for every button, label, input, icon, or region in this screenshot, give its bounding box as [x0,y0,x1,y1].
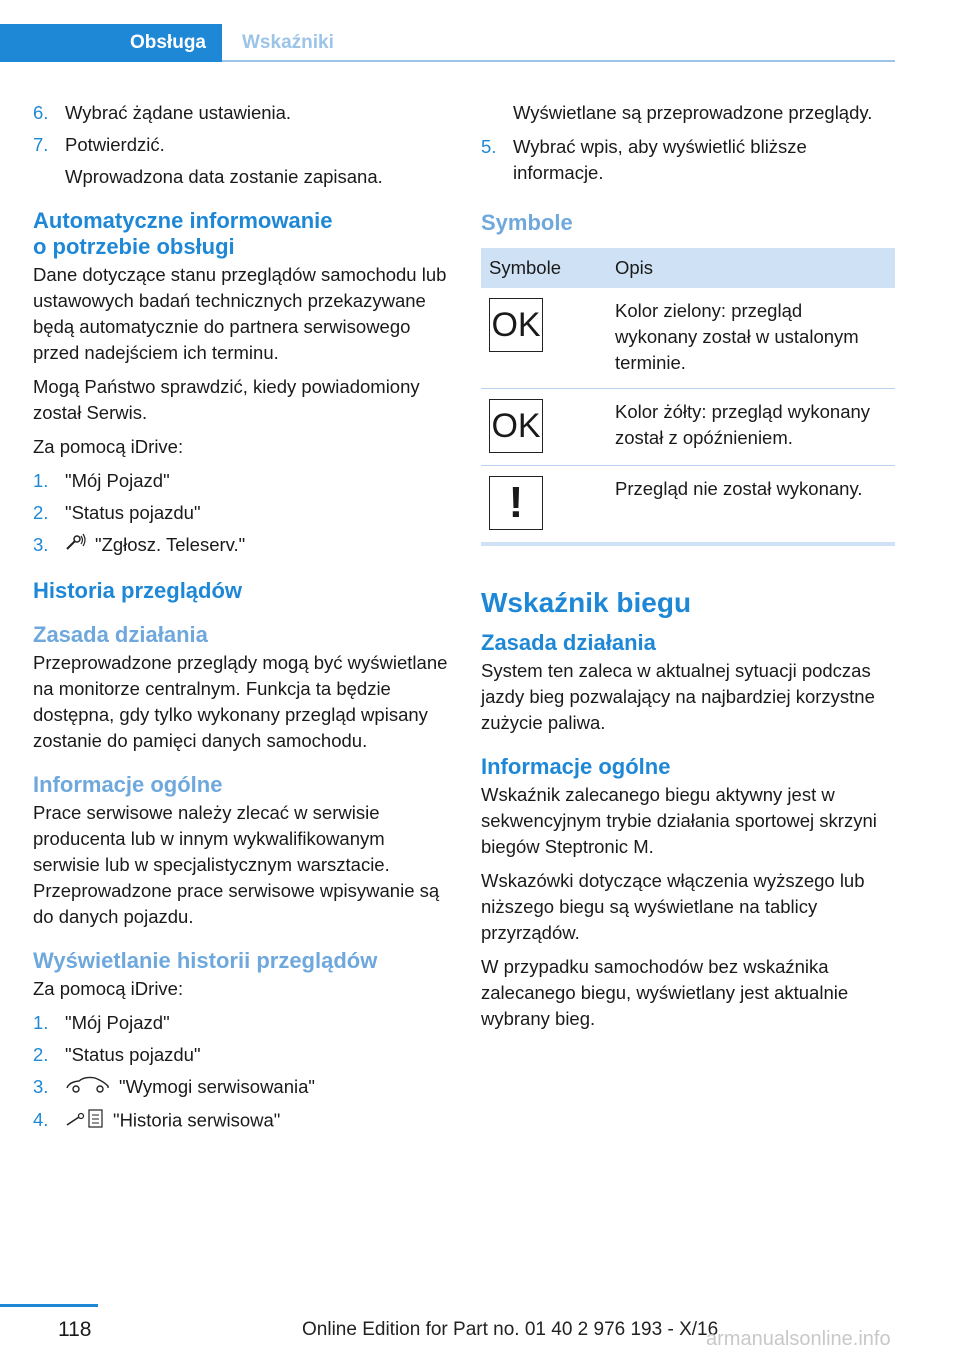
step-text: Potwierdzić. [65,134,165,155]
step-text-with-icon [65,1074,449,1102]
tab-obsluga[interactable]: Obsługa [0,24,222,62]
step-text: "Mój Pojazd" [65,470,170,491]
step-number: 2. [33,502,49,523]
wrench-icon [65,533,87,560]
list-item [33,1107,449,1136]
step-number: 4. [33,1109,49,1131]
principle-paragraph: Przeprowadzone przeglądy mogą być wyświetlane na monitorze centralnym. Funkcja ta będzie dostępna, gdy tylko wykonany przegląd wpisany zostanie do pamięci danych samochodu. [33,651,448,751]
step-number: 7. [33,134,49,155]
step-continuation: Wyświetlane są przeprowadzone przeglądy. [513,102,873,123]
step-number: 1. [33,470,49,491]
general-heading: Informacje ogólne [33,771,223,797]
column-header-description: Opis [607,248,895,288]
table-row [481,389,895,466]
step-number: 3. [33,534,49,555]
symbol-cell [481,389,607,466]
column-header-symbol: Symbole [481,248,607,288]
symbols-table [481,248,895,546]
step-number: 5. [481,136,497,157]
ok-yellow-icon: OK [489,399,543,453]
watermark: armanualsonline.info [706,1328,891,1350]
list-item [33,468,449,494]
history-heading: Historia przeglądów [33,577,243,603]
symbol-cell [481,288,607,389]
left-column [33,100,449,1146]
service-history-icon [65,1107,105,1136]
list-item [33,1010,449,1036]
auto-info-paragraph-2: Mogą Państwo sprawdzić, kiedy powiadomiony został Serwis. [33,376,420,423]
step-text: "Mój Pojazd" [65,1011,170,1033]
edition-note: Online Edition for Part no. 01 40 2 976 193 - X/16 [302,1319,719,1340]
description-cell: Przegląd nie został wykonany. [607,466,895,545]
step-number: 2. [33,1043,49,1065]
footer-divider [0,1304,98,1307]
step-label: "Zgłosz. Teleserv." [95,534,246,555]
chapter-tabs [0,24,895,62]
tab-wskazniki[interactable]: Wskaźniki [242,32,334,53]
list-item [33,532,449,560]
gear-indicator-heading: Wskaźnik biegu [481,587,692,618]
step-label: "Historia serwisowa" [113,1109,281,1131]
auto-info-heading [33,208,449,260]
steps-top-list [33,100,449,190]
principle-heading: Zasada działania [33,621,208,647]
heading-line-1: Automatyczne informowanie [33,208,333,233]
display-paragraph: Za pomocą iDrive: [33,977,184,999]
list-item [33,500,449,526]
list-item [33,1074,449,1102]
auto-info-paragraph-3: Za pomocą iDrive: [33,436,184,457]
step-text-with-icon [65,1107,449,1136]
gear-principle-heading: Zasada działania [481,630,656,655]
gear-principle-paragraph: System ten zaleca w aktualnej sytuacji podczas jazdy bieg pozwalający na najbardziej korzystne zużycie paliwa. [481,660,875,733]
auto-info-paragraph-1: Dane dotyczące stanu przeglądów samochodu lub ustawowych badań technicznych przekazywane będą automatycznie do partnera serwisowego przed nadejściem ich terminu. [33,264,447,363]
table-row [481,288,895,389]
gear-paragraph-1: Wskaźnik zalecanego biegu aktywny jest w sekwencyjnym trybie działania sportowej skrzyni biegów Steptronic M. [481,784,877,857]
gear-paragraph-2: Wskazówki dotyczące włączenia wyższego lub niższego biegu są wyświetlane na tablicy przyrządów. [481,870,865,943]
description-cell: Kolor zielony: przegląd wykonany został w ustalonym terminie. [607,288,895,389]
step-text-with-icon [65,532,449,560]
list-item [33,1042,449,1068]
description-cell: Kolor żółty: przegląd wykonany został z opóźnieniem. [607,389,895,466]
list-item [33,132,449,158]
symbols-heading: Symbole [481,210,573,235]
auto-steps-list [33,468,449,560]
general-paragraph: Prace serwisowe należy zlecać w serwisie producenta lub w innym wykwalifikowanym serwisie lub w specjalistycznym warsztacie. Przeprowadzone prace serwisowe wpisywanie są do danych pojazdu. [33,801,440,927]
gear-general-heading: Informacje ogólne [481,754,671,779]
step-note: Wprowadzona data zostanie zapisana. [65,166,383,187]
display-history-heading: Wyświetlanie historii przeglądów [33,947,378,973]
step-number: 3. [33,1075,49,1097]
exclamation-icon: ! [489,476,543,530]
table-header-row [481,248,895,288]
step-text: Wybrać żądane ustawienia. [65,102,292,123]
step-number: 1. [33,1011,49,1033]
list-item [33,100,449,126]
list-item [481,134,895,186]
gear-paragraph-3: W przypadku samochodów bez wskaźnika zalecanego biegu, wyświetlany jest aktualnie wybrany bieg. [481,956,849,1029]
ok-green-icon: OK [489,298,543,352]
heading-line-2: o potrzebie obsługi [33,234,235,259]
step-text: Wybrać wpis, aby wyświetlić bliższe informacje. [513,136,807,183]
tab-divider [222,60,895,62]
step-label: "Wymogi serwisowania" [119,1075,315,1097]
table-row [481,466,895,545]
car-icon [65,1074,111,1101]
step-text: "Status pojazdu" [65,502,201,523]
symbol-cell [481,466,607,545]
step-text: "Status pojazdu" [65,1043,201,1065]
page-number: 118 [58,1318,92,1341]
right-column [481,100,895,1040]
step-number: 6. [33,102,49,123]
display-steps-list [33,1010,449,1137]
